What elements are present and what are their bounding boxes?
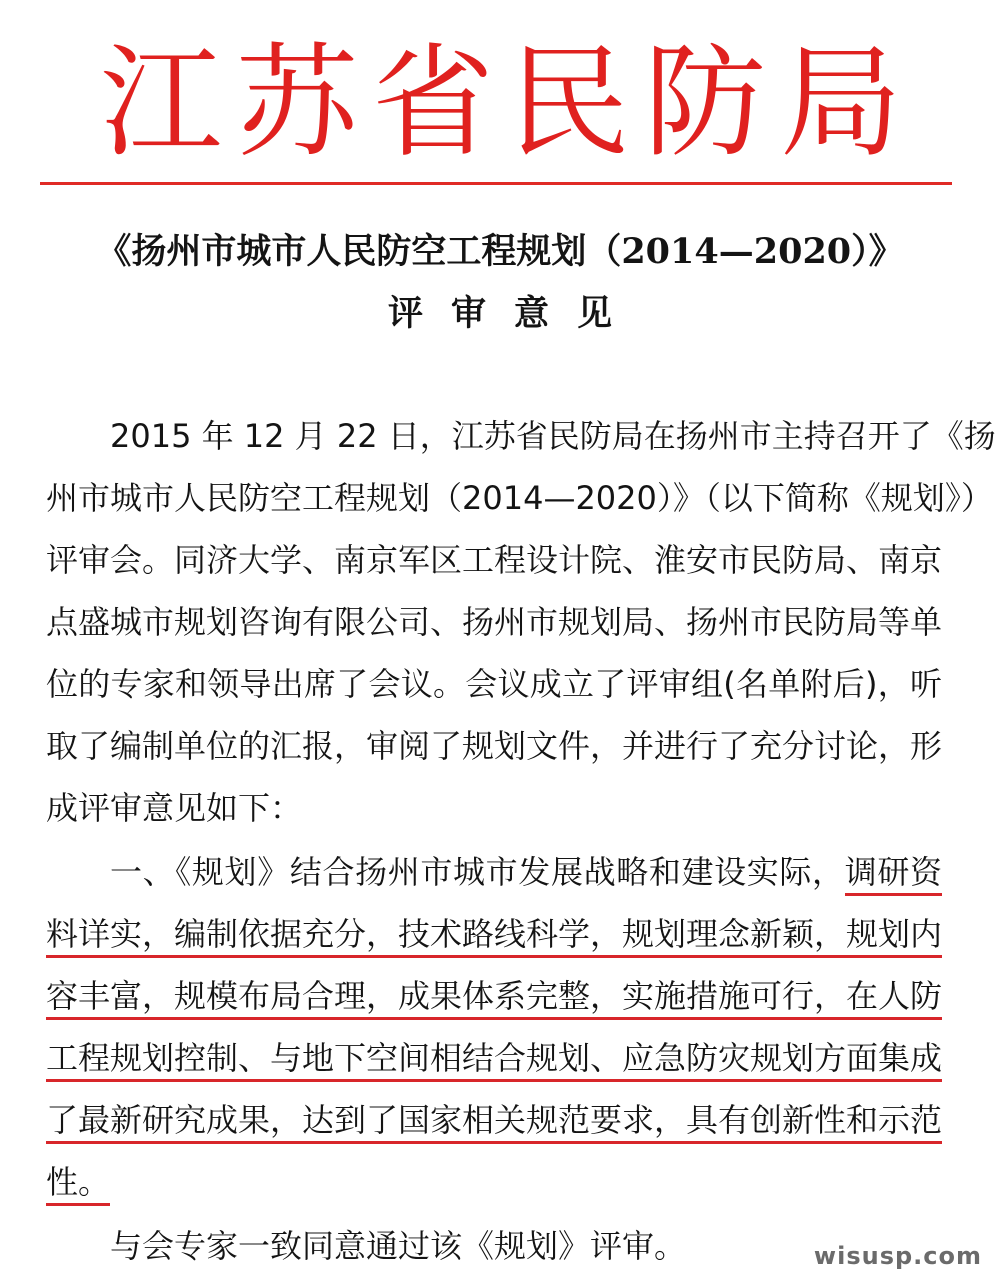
body-line: 成评审意见如下： [46, 789, 303, 827]
underlined-text: 了最新研究成果，达到了国家相关规范要求，具有创新性和示范 [46, 1101, 942, 1144]
body-line [110, 852, 942, 892]
letterhead [40, 28, 952, 178]
letterhead-char: 省 [372, 32, 494, 174]
body-line [46, 976, 942, 1016]
body-line: 2015 年 12 月 22 日，江苏省民防局在扬州市主持召开了《扬 [110, 417, 996, 455]
letterhead-char: 民 [508, 32, 630, 174]
document-title: 《扬州市城市人民防空工程规划（2014—2020）》 [96, 231, 904, 272]
body-line [46, 1100, 942, 1140]
letterhead-char: 防 [644, 32, 766, 174]
body-line: 位的专家和领导出席了会议。会议成立了评审组(名单附后)，听 [46, 665, 942, 703]
underlined-text: 性。 [46, 1163, 110, 1206]
letterhead-char: 江 [100, 32, 222, 174]
body-line: 评审会。同济大学、南京军区工程设计院、淮安市民防局、南京 [46, 541, 943, 579]
body-text: 一、《规划》结合扬州市城市发展战略和建设实际， [110, 853, 845, 891]
body-line: 州市城市人民防空工程规划（2014—2020）》（以下简称《规划》） [46, 479, 993, 517]
watermark: wisusp.com [813, 1242, 982, 1270]
body-line: 取了编制单位的汇报，审阅了规划文件，并进行了充分讨论，形 [46, 727, 943, 765]
underlined-text: 调研资 [845, 853, 942, 896]
body-line [46, 914, 942, 954]
letterhead-divider [40, 182, 952, 185]
underlined-text: 工程规划控制、与地下空间相结合规划、应急防灾规划方面集成 [46, 1039, 942, 1082]
body-line [46, 1038, 942, 1078]
underlined-text: 料详实，编制依据充分，技术路线科学，规划理念新颖，规划内 [46, 915, 942, 958]
body-line: 与会专家一致同意通过该《规划》评审。 [110, 1227, 687, 1265]
document-subtitle: 评审意见 [387, 293, 640, 334]
letterhead-char: 局 [780, 32, 902, 174]
body-line: 点盛城市规划咨询有限公司、扬州市规划局、扬州市民防局等单 [46, 603, 943, 641]
body-line [46, 1162, 942, 1202]
letterhead-char: 苏 [236, 32, 358, 174]
underlined-text: 容丰富，规模布局合理，成果体系完整，实施措施可行，在人防 [46, 977, 942, 1020]
